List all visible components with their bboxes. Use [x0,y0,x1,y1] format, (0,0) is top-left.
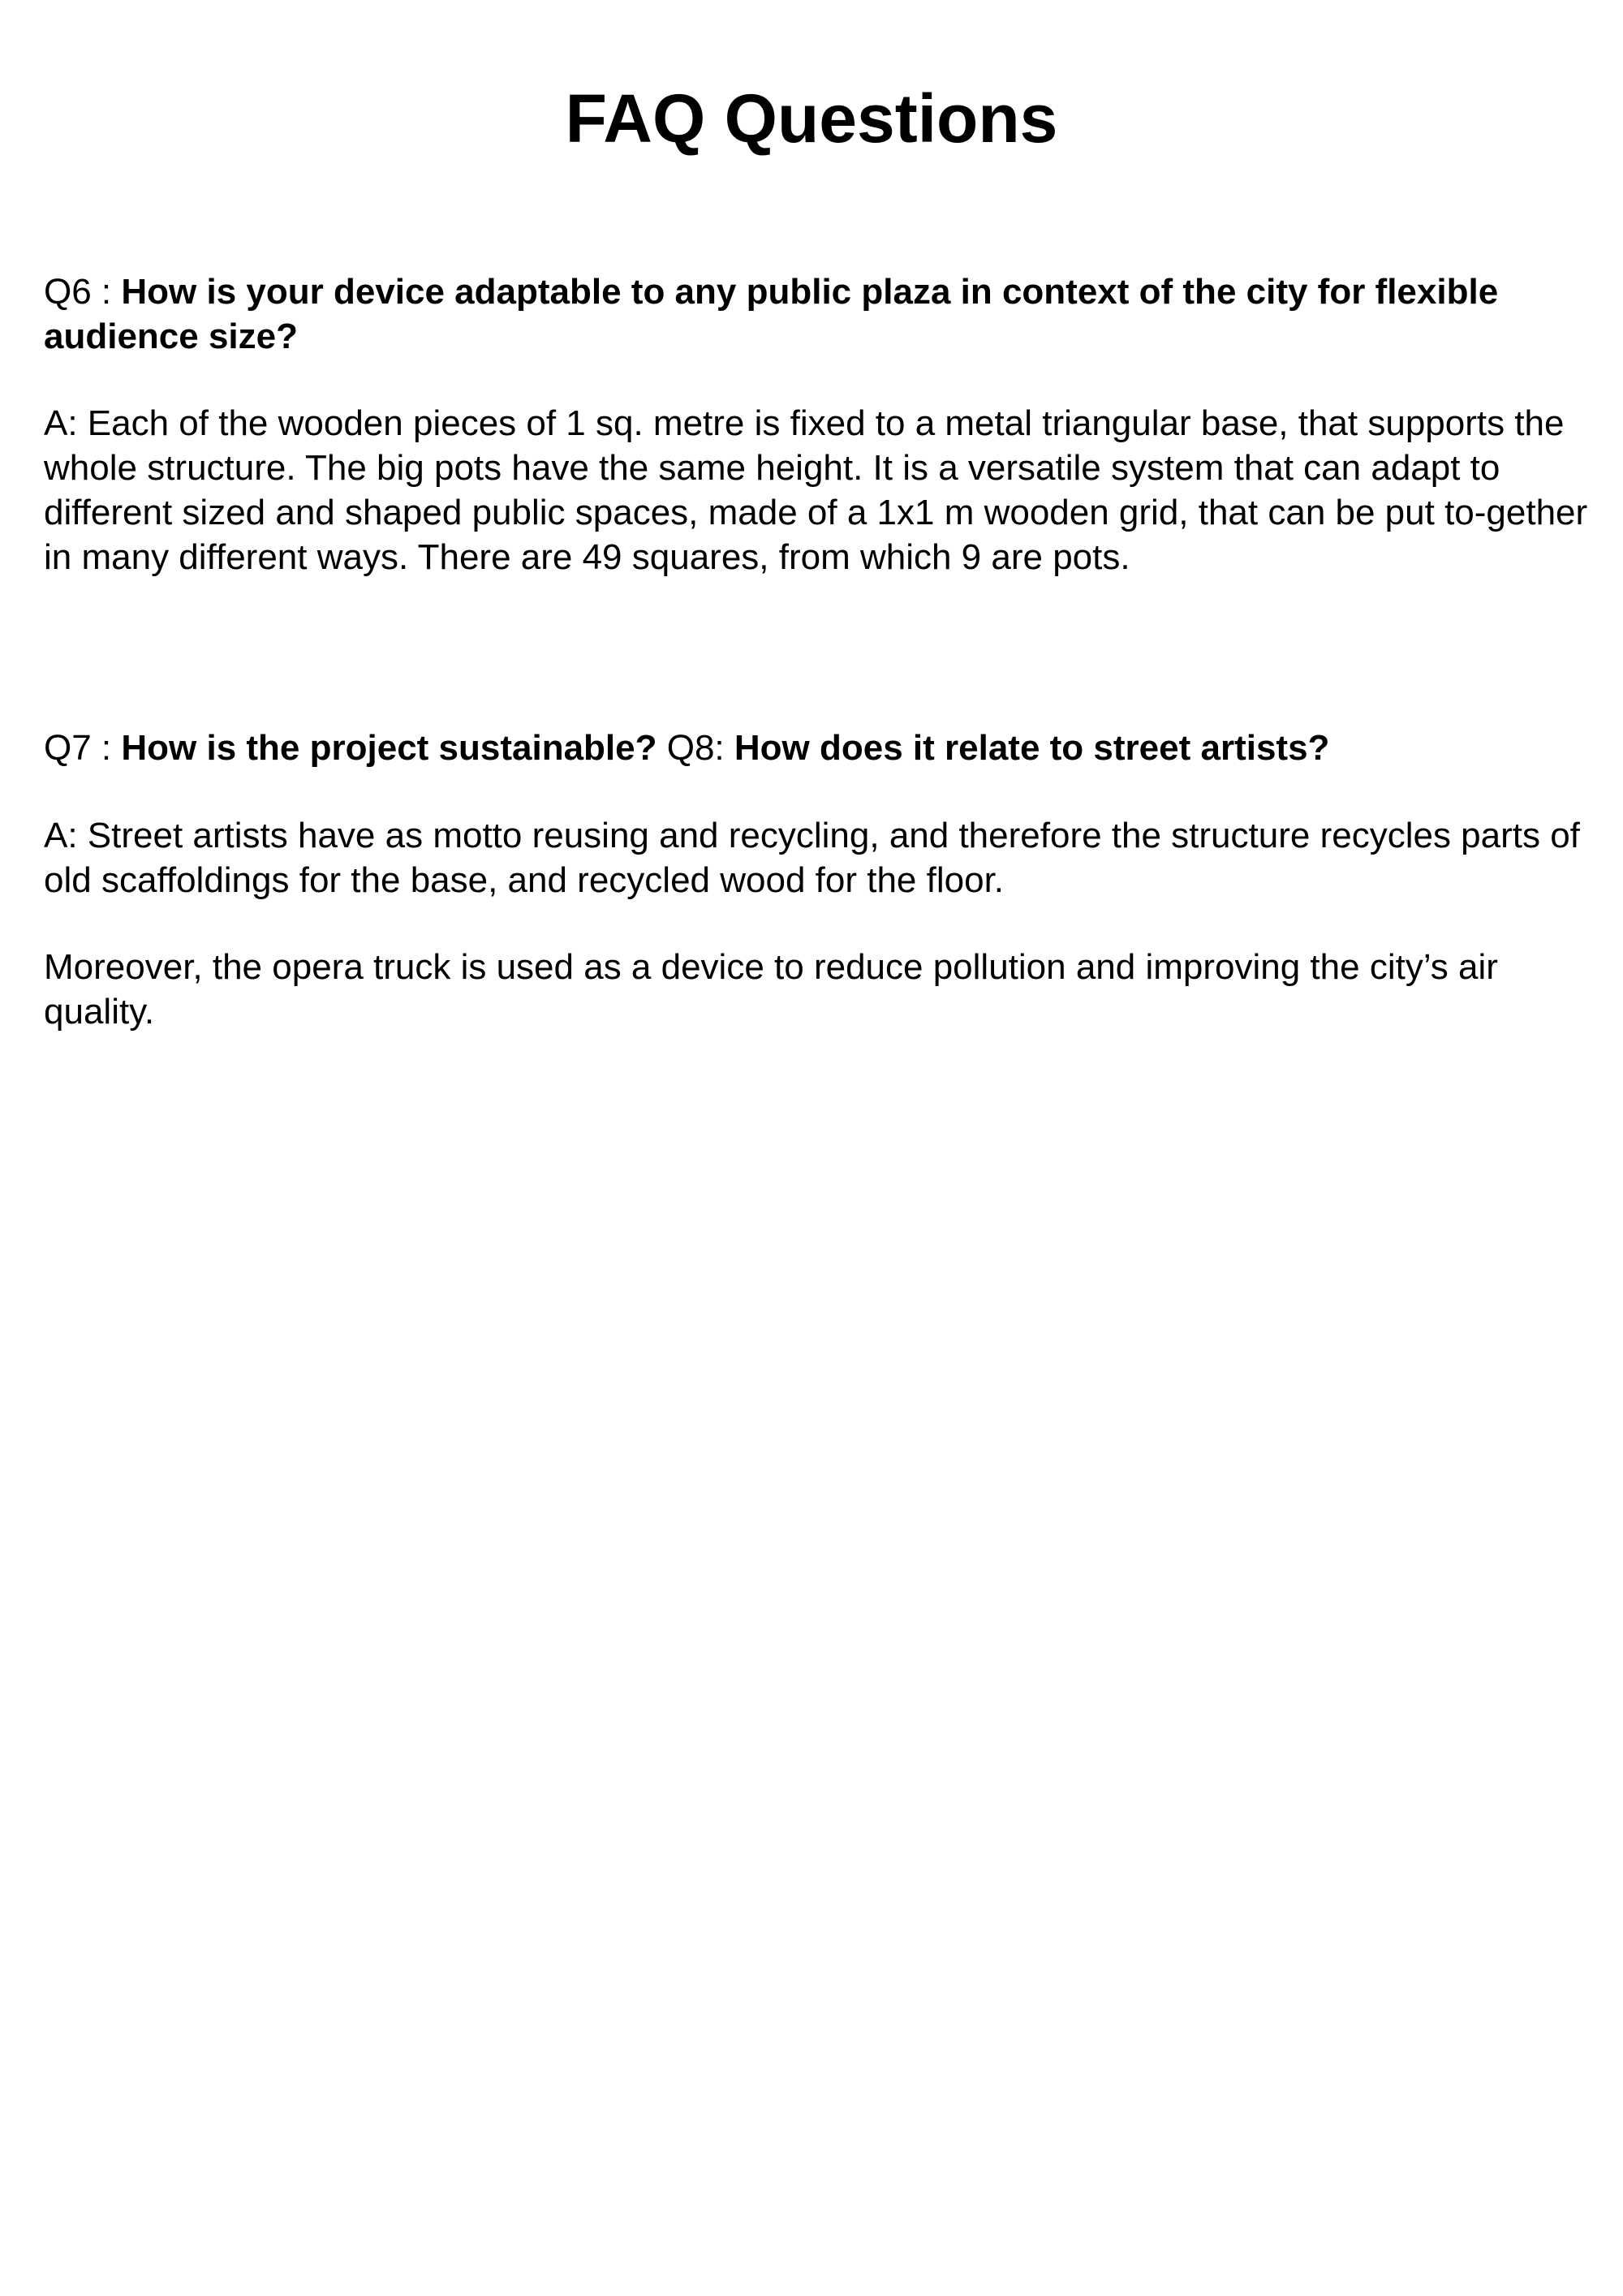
answer-7-8: A: Street artists have as motto reusing and recycling, and therefore the structure recycles parts of old scaffoldings for the base, and recycled wood for the floor. [44,816,1580,900]
question-8-text: How does it relate to street artists? [734,728,1330,768]
question-8-prefix: Q8: [657,728,734,768]
question-7-text: How is the project sustainable? [121,728,657,768]
questions-7-8 [44,726,1594,770]
answer-6: A: Each of the wooden pieces of 1 sq. metre is fixed to a metal triangular base, that supports the whole structure. The big pots have the same height. It is a versatile system that can adapt to different sized and shaped public spaces, made of a 1x1 m wooden grid, that can be put to-gether in many different ways. There are 49 squares, from which 9 are pots. [44,403,1588,577]
page-title: FAQ Questions [565,80,1058,157]
question-6-prefix: Q6 : [44,272,122,312]
question-6 [44,269,1594,359]
question-7-prefix: Q7 : [44,728,122,768]
question-6-text: How is your device adaptable to any public plaza in context of the city for flexible audience size? [44,272,1499,356]
answer-7-8-continued: Moreover, the opera truck is used as a device to reduce pollution and improving the city’s air quality. [44,947,1498,1032]
